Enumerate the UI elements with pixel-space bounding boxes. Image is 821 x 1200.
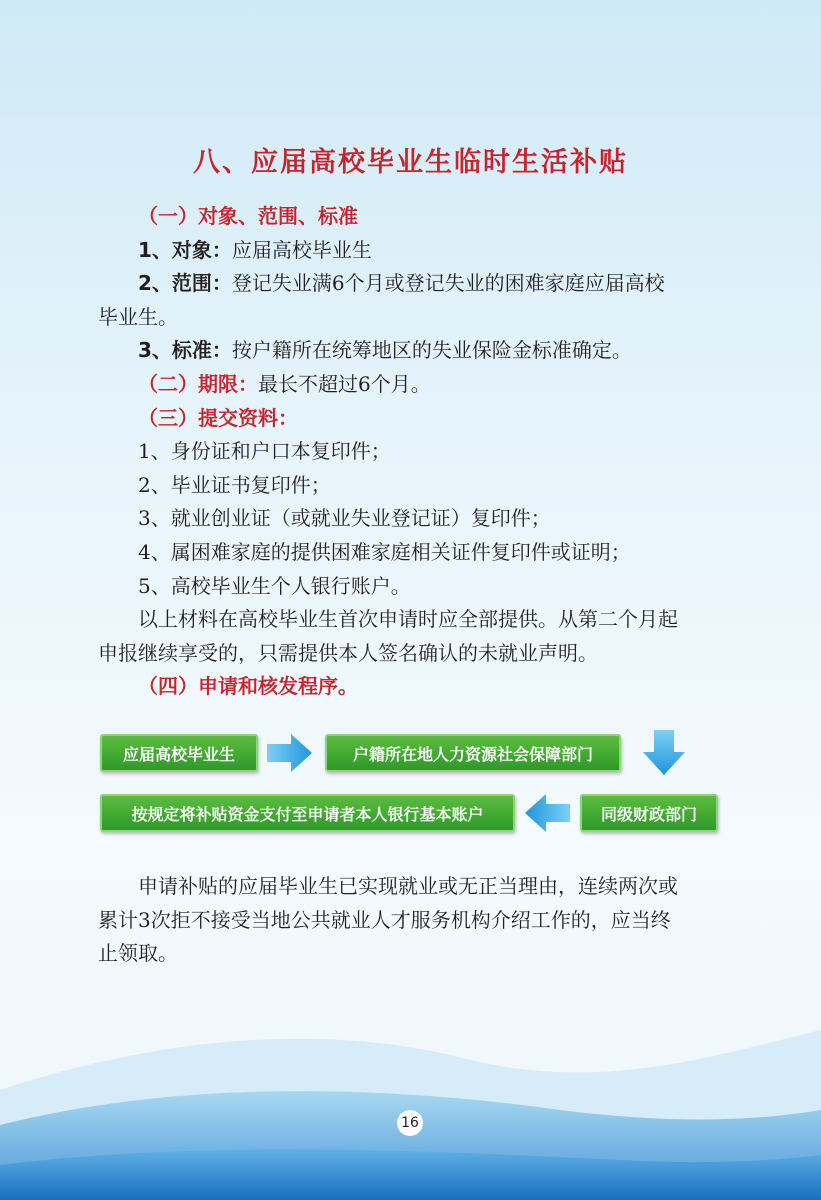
termination-line: 累计3次拒不接受当地公共就业人才服务机构介绍工作的，应当终 — [98, 907, 671, 932]
flow-step-graduate: 应届高校毕业生 — [100, 734, 258, 772]
termination-line: 止领取。 — [98, 941, 178, 966]
material-item: 4、属困难家庭的提供困难家庭相关证件复印件或证明； — [138, 539, 631, 564]
material-item: 2、毕业证书复印件； — [138, 472, 331, 497]
page-title: 八、应届高校毕业生临时生活补贴 — [193, 147, 628, 178]
section1-item2: 2、范围：登记失业满6个月或登记失业的困难家庭应届高校 — [138, 271, 665, 296]
arrow-down-icon — [642, 730, 686, 776]
arrow-right-icon — [267, 733, 313, 773]
section1-heading: （一）对象、范围、标准 — [138, 204, 358, 228]
materials-note-cont: 申报继续享受的，只需提供本人签名确认的未就业声明。 — [98, 640, 598, 665]
section1-item2-cont: 毕业生。 — [98, 304, 178, 329]
flow-step-finance-department: 同级财政部门 — [580, 794, 718, 832]
materials-note: 以上材料在高校毕业生首次申请时应全部提供。从第二个月起 — [138, 607, 678, 632]
section3-heading: （三）提交资料： — [138, 405, 298, 430]
material-item: 1、身份证和户口本复印件； — [138, 439, 391, 464]
material-item: 5、高校毕业生个人银行账户。 — [138, 573, 411, 598]
content-body — [98, 200, 723, 704]
termination-note — [98, 870, 723, 971]
termination-line: 申请补贴的应届毕业生已实现就业或无正当理由，连续两次或 — [138, 874, 678, 898]
arrow-left-icon — [524, 793, 570, 833]
section1-item3: 3、标准：按户籍所在统筹地区的失业保险金标准确定。 — [138, 338, 632, 363]
section4-heading: （四）申请和核发程序。 — [138, 674, 358, 699]
page-number: 16 — [397, 1110, 423, 1136]
flow-step-hr-department: 户籍所在地人力资源社会保障部门 — [325, 734, 621, 772]
flow-step-payment: 按规定将补贴资金支付至申请者本人银行基本账户 — [100, 794, 515, 832]
section1-item1: 1、对象：应届高校毕业生 — [138, 237, 372, 262]
material-item: 3、就业创业证（或就业失业登记证）复印件； — [138, 506, 551, 531]
section2-line: （二）期限：最长不超过6个月。 — [138, 371, 431, 396]
